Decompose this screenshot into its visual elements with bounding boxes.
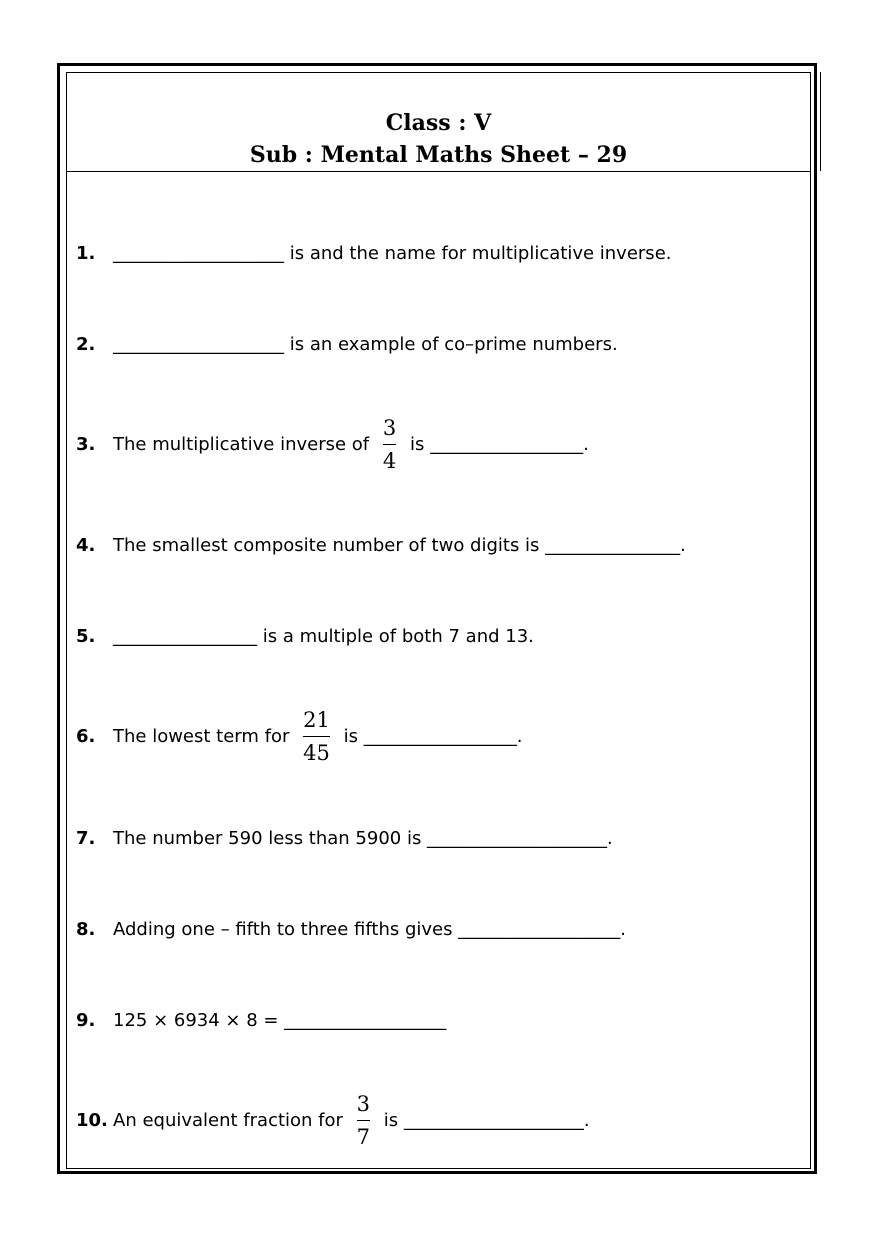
question-number: 2.	[76, 334, 96, 355]
question-4	[76, 535, 686, 556]
question-text: An equivalent fraction for	[113, 1110, 343, 1131]
question-text-end: is _________________.	[343, 726, 523, 747]
fraction-denominator: 4	[382, 449, 397, 473]
question-number: 5.	[76, 626, 96, 647]
question-number: 8.	[76, 919, 96, 940]
fraction-bar	[303, 736, 330, 737]
question-8	[76, 919, 626, 940]
question-10	[76, 1094, 590, 1148]
question-text: Adding one – fifth to three fifths gives __________________.	[113, 919, 626, 940]
question-number: 10.	[76, 1110, 108, 1131]
fraction-bar	[357, 1120, 370, 1121]
question-number: 6.	[76, 726, 96, 747]
fraction-numerator: 3	[382, 416, 397, 440]
question-1	[76, 243, 671, 264]
question-9	[76, 1010, 446, 1031]
question-2	[76, 334, 618, 355]
question-text-end: is ____________________.	[383, 1110, 590, 1131]
question-number: 4.	[76, 535, 96, 556]
question-text: 125 × 6934 × 8 = __________________	[113, 1010, 447, 1031]
fraction-numerator: 21	[303, 708, 330, 732]
question-text: The smallest composite number of two digits is _______________.	[113, 535, 686, 556]
fraction-3-7	[357, 1094, 370, 1148]
fraction-denominator: 7	[356, 1125, 371, 1149]
question-7	[76, 828, 613, 849]
question-text: ________________ is a multiple of both 7 and 13.	[113, 626, 534, 647]
question-text: The lowest term for	[113, 726, 290, 747]
question-3	[76, 418, 589, 472]
fraction-3-4	[383, 418, 396, 472]
fraction-bar	[383, 444, 396, 445]
class-title: Class : V	[385, 110, 492, 136]
question-5	[76, 626, 534, 647]
fraction-numerator: 3	[356, 1092, 371, 1116]
question-number: 3.	[76, 434, 96, 455]
question-number: 1.	[76, 243, 96, 264]
question-6	[76, 710, 522, 764]
fraction-21-45	[303, 710, 330, 764]
question-text: The number 590 less than 5900 is ____________________.	[113, 828, 613, 849]
header-right-rule	[820, 72, 821, 171]
header-divider	[66, 171, 811, 172]
fraction-denominator: 45	[303, 741, 330, 765]
question-text: The multiplicative inverse of	[113, 434, 370, 455]
question-text: ___________________ is an example of co–prime numbers.	[113, 334, 618, 355]
subject-title: Sub : Mental Maths Sheet – 29	[249, 142, 628, 168]
page-border-inner	[66, 72, 811, 1169]
question-number: 9.	[76, 1010, 96, 1031]
question-text: ___________________ is and the name for multiplicative inverse.	[113, 243, 672, 264]
question-text-end: is _________________.	[409, 434, 589, 455]
question-number: 7.	[76, 828, 96, 849]
